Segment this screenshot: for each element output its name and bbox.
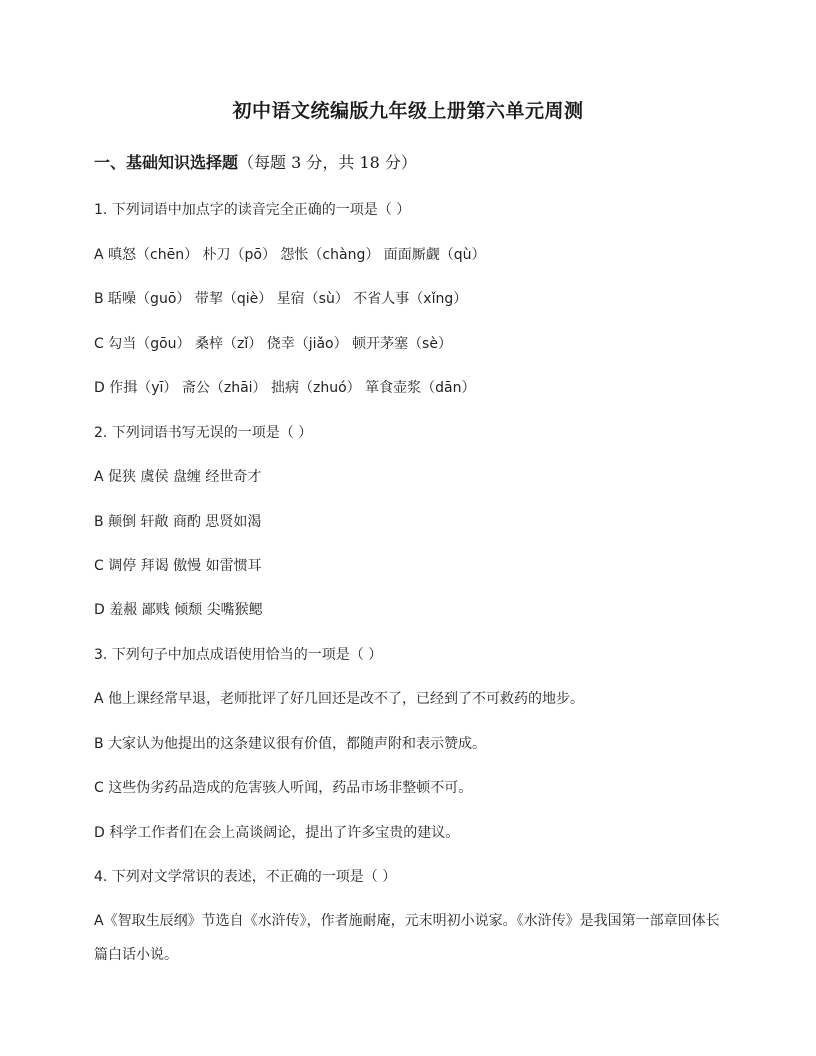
option-a: A 他上课经常早退，老师批评了好几回还是改不了，已经到了不可救药的地步。	[94, 691, 585, 707]
section-heading-note: （每题 3 分，共 18 分）	[238, 153, 417, 172]
option-a: A 促狭 虞侯 盘缠 经世奇才	[94, 469, 262, 485]
question-stem: 2. 下列词语书写无误的一项是（ ）	[94, 425, 313, 441]
option-d: D 科学工作者们在会上高谈阔论，提出了许多宝贵的建议。	[94, 825, 460, 841]
option-b: B 聒噪（guō） 带挈（qiè） 星宿（sù） 不省人事（xǐng）	[94, 291, 468, 307]
option-b: B 颠倒 轩敞 商酌 思贤如渴	[94, 514, 262, 530]
option-d: D 羞赧 鄙贱 倾颓 尖嘴猴鳃	[94, 602, 263, 618]
option-a: A《智取生辰纲》节选自《水浒传》，作者施耐庵，元末明初小说家。《水浒传》是我国第一部章回体长篇白话小说。	[94, 913, 720, 963]
option-b: B 大家认为他提出的这条建议很有价值，都随声附和表示赞成。	[94, 736, 487, 752]
option-c: C 调停 拜谒 傲慢 如雷惯耳	[94, 558, 262, 574]
option-d: D 作揖（yī） 斋公（zhāi） 拙病（zhuó） 箪食壶浆（dān）	[94, 380, 476, 396]
option-c: C 勾当（gōu） 桑梓（zǐ） 侥幸（jiǎo） 顿开茅塞（sè）	[94, 336, 452, 352]
option-a: A 嗔怒（chēn） 朴刀（pō） 怨怅（chàng） 面面厮觑（qù）	[94, 247, 486, 263]
document-title: 初中语文统编版九年级上册第六单元周测	[232, 100, 584, 122]
option-c: C 这些伪劣药品造成的危害骇人听闻，药品市场非整顿不可。	[94, 780, 473, 796]
question-stem: 3. 下列句子中加点成语使用恰当的一项是（ ）	[94, 647, 383, 663]
question-stem: 1. 下列词语中加点字的读音完全正确的一项是（ ）	[94, 202, 411, 218]
question-stem: 4. 下列对文学常识的表述，不正确的一项是（ ）	[94, 869, 397, 885]
section-heading	[94, 150, 417, 173]
section-heading-label: 一、基础知识选择题	[94, 153, 239, 172]
